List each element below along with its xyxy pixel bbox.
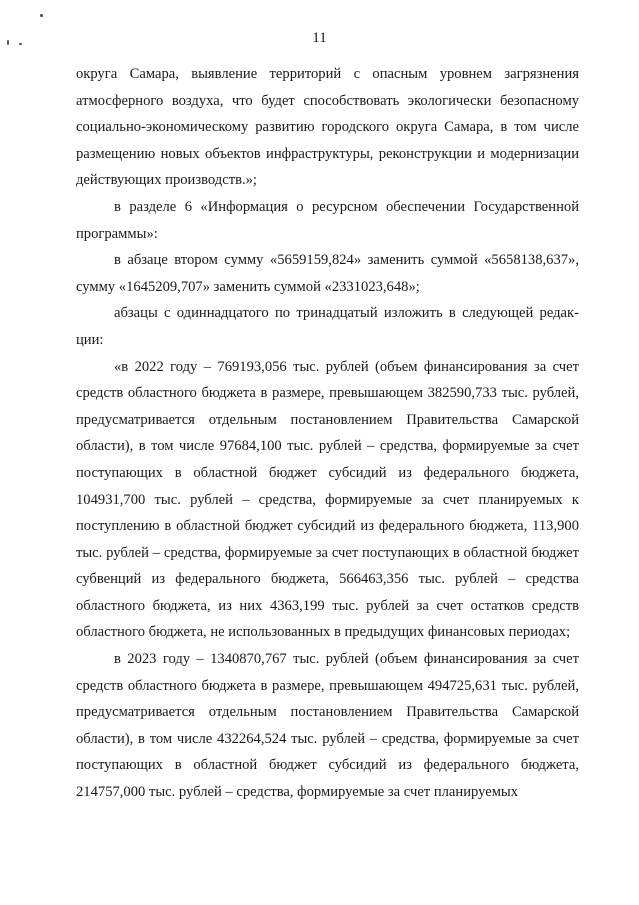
paragraph-3: в абзаце втором сумму «5659159,824» заменить суммой «5658138,637», сумму «1645209,707» заменить суммой «2331023,648»; xyxy=(76,252,579,295)
page-number: 11 xyxy=(312,30,327,46)
paragraph-1: округа Самара, выявление территорий с опасным уровнем загрязнения атмосферного воздуха, что будет способствовать экологически безопасному социально-экономическому развитию городского округа Самара, в том числе размещению новых объектов инфраструктуры, реконструкции и модернизации действующих производств.»; xyxy=(76,66,579,189)
paragraph-2: в разделе 6 «Информация о ресурсном обеспечении Государственной программы»: xyxy=(76,198,579,242)
paragraph-4: абзацы с одиннадцатого по тринадцатый изложить в следующей редакции: xyxy=(76,305,579,348)
scan-artifact-mark xyxy=(40,14,43,17)
paragraph-6: в 2023 году – 1340870,767 тыс. рублей (объем финансирования за счет средств областного бюджета в размере, превышающем 494725,631 тыс. рублей, предусматривается отдельным постановлением Правительства Самарской области), в том числе 432264,524 тыс. рублей – средства, формируемые за счет поступающих в областной бюджет субсидий из федерального бюджета, 214757,000 тыс. рублей – средства, формируемые за счет планируемых xyxy=(76,651,579,801)
paragraph-5: «в 2022 году – 769193,056 тыс. рублей (объем финансирования за счет средств областного бюджета в размере, превышающем 382590,733 тыс. рублей, предусматривается отдельным постановлением Правительства Самарской области), в том числе 97684,100 тыс. рублей – средства, формируемые за счет поступающих в областной бюджет субсидий из федерального бюджета, 104931,700 тыс. рублей – средства, формируемые за счет планируемых к поступлению в областной бюджет субсидий из федерального бюджета, 113,900 тыс. рублей – средства, формируемые за счет поступающих в областной бюджет субвенций из федерального бюджета, 566463,356 тыс. рублей – средства областного бюджета, из них 4363,199 тыс. рублей за счет остатков средств областного бюджета, не использованных в предыдущих финансовых периодах; xyxy=(76,358,579,641)
document-body xyxy=(76,61,579,806)
